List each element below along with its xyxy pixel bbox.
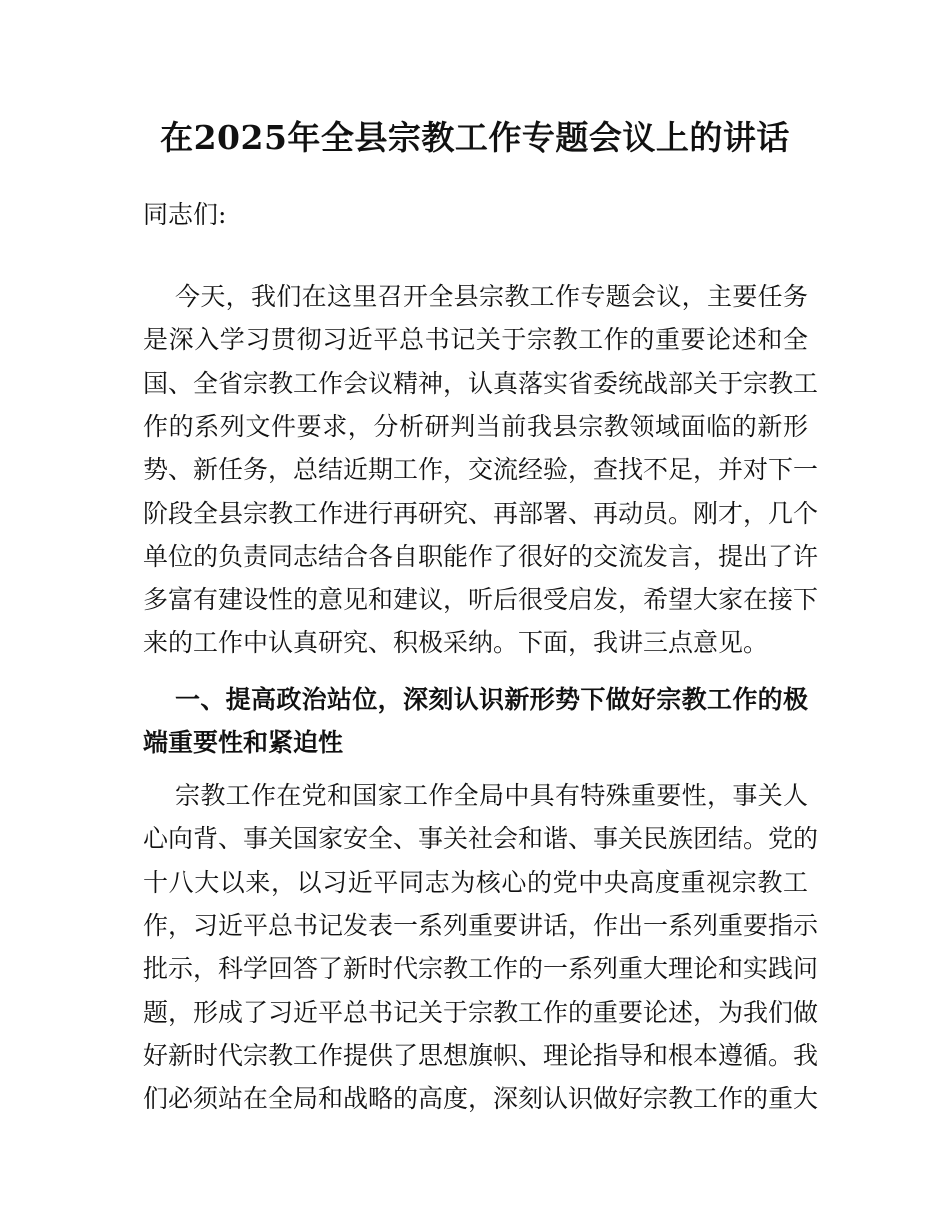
paragraph-line: 势、新任务，总结近期工作，交流经验，查找不足，并对下一 [143,455,819,484]
paragraph-line: 单位的负责同志结合各自职能作了很好的交流发言，提出了许 [143,542,819,571]
paragraph-line: 国、全省宗教工作会议精神，认真落实省委统战部关于宗教工 [143,369,819,398]
salutation: 同志们: [143,200,227,229]
paragraph-line: 宗教工作在党和国家工作全局中具有特殊重要性，事关人 [175,781,808,810]
paragraph-line: 今天，我们在这里召开全县宗教工作专题会议，主要任务 [175,282,808,311]
paragraph-line: 是深入学习贯彻习近平总书记关于宗教工作的重要论述和全 [143,325,808,354]
paragraph-line: 作，习近平总书记发表一系列重要讲话，作出一系列重要指示 [143,911,819,940]
heading-line: 一、提高政治站位，深刻认识新形势下做好宗教工作的极 [175,685,808,714]
heading-line: 端重要性和紧迫性 [143,728,344,757]
paragraph-line: 好新时代宗教工作提供了思想旗帜、理论指导和根本遵循。我 [143,1041,819,1070]
paragraph-line: 十八大以来，以习近平同志为核心的党中央高度重视宗教工 [143,868,808,897]
paragraph-line: 来的工作中认真研究、积极采纳。下面，我讲三点意见。 [143,628,769,657]
paragraph-line: 心向背、事关国家安全、事关社会和谐、事关民族团结。党的 [143,824,819,853]
paragraph-line: 多富有建设性的意见和建议，听后很受启发，希望大家在接下 [143,585,819,614]
paragraph-line: 阶段全县宗教工作进行再研究、再部署、再动员。刚才，几个 [143,499,819,528]
paragraph-line: 批示，科学回答了新时代宗教工作的一系列重大理论和实践问 [143,954,819,983]
document-title: 在2025年全县宗教工作专题会议上的讲话 [160,118,790,157]
paragraph-line: 作的系列文件要求，分析研判当前我县宗教领域面临的新形 [143,412,808,441]
paragraph-line: 题，形成了习近平总书记关于宗教工作的重要论述，为我们做 [143,998,819,1027]
paragraph-line: 们必须站在全局和战略的高度，深刻认识做好宗教工作的重大 [143,1084,819,1113]
